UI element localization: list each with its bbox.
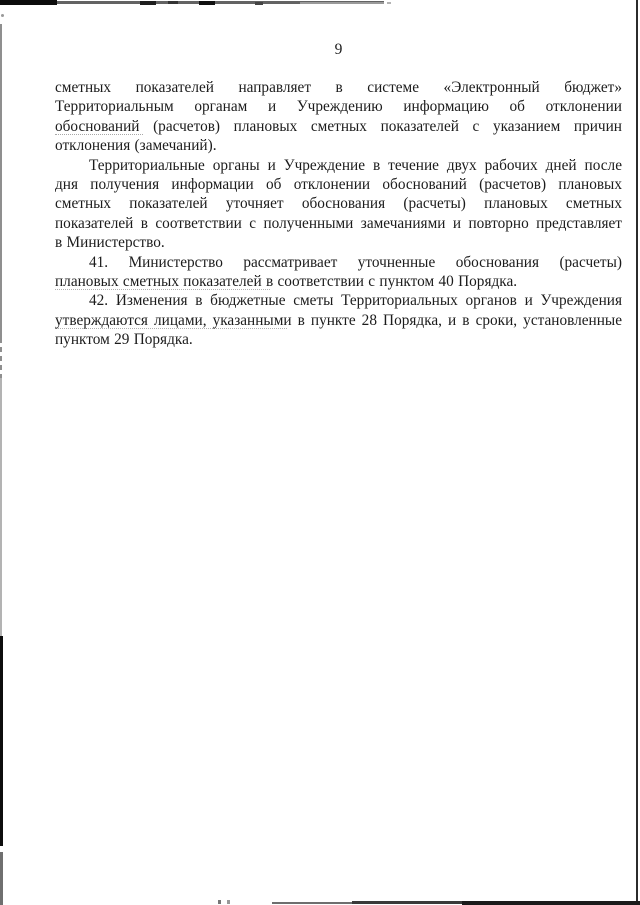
scan-artifact-left-line-dark (0, 636, 3, 846)
text-line: Территориальным органам и Учреждению информацию об отклонении (55, 98, 622, 116)
scan-artifact-left-line-dashed (0, 338, 2, 378)
text-line: утверждаются лицами, указанными в пункте 28 Порядка, и в сроки, установленные (55, 311, 622, 329)
scan-artifact-left-line (0, 852, 3, 905)
scan-artifact-bottom-stripe (352, 901, 462, 904)
scan-artifact-top-dot (387, 2, 391, 4)
scan-artifact-top-segment (300, 2, 384, 4)
text-line: в Министерство. (55, 234, 165, 252)
text-line: показателей в соответствии с полученными замечаниями и повторно представляет (55, 214, 622, 232)
text-line: 41. Министерство рассматривает уточненные обоснования (расчеты) (89, 253, 622, 271)
text-line: 42. Изменения в бюджетные сметы Территориальных органов и Учреждения (89, 292, 622, 310)
text-line: отклонения (замечаний). (55, 137, 217, 155)
page-number: 9 (334, 41, 343, 58)
text-line: дня получения информации об отклонении обоснований (расчетов) плановых (55, 175, 622, 193)
text-line: сметных показателей направляет в системе «Электронный бюджет» (55, 79, 622, 96)
scan-artifact-bottom-stripe (462, 901, 640, 905)
text-line: сметных показателей уточняет обоснования (расчеты) плановых сметных (55, 195, 622, 213)
scan-artifact-top-segment (168, 1, 178, 4)
scan-artifact-top-segment (0, 0, 57, 5)
scan-artifact-top-segment (199, 1, 215, 5)
text-line: пунктом 29 Порядка. (55, 331, 193, 349)
text-line: обоснований (расчетов) плановых сметных показателей с указанием причин (55, 117, 622, 135)
scan-artifact-left-line (0, 24, 2, 338)
document-text (55, 78, 622, 349)
scan-artifact-left-line (0, 378, 2, 636)
scan-artifact-top-segment (255, 2, 263, 5)
scan-artifact-bottom-tick (227, 900, 230, 904)
text-line: Территориальные органы и Учреждение в течение двух рабочих дней после (89, 156, 622, 174)
scan-artifact-bottom-tick (218, 900, 221, 904)
scan-artifact-top-segment (140, 1, 156, 5)
text-line: плановых сметных показателей в соответствии с пунктом 40 Порядка. (55, 272, 518, 290)
scan-artifact-right-line (636, 0, 638, 905)
scan-artifact-left-dot (1, 14, 4, 17)
